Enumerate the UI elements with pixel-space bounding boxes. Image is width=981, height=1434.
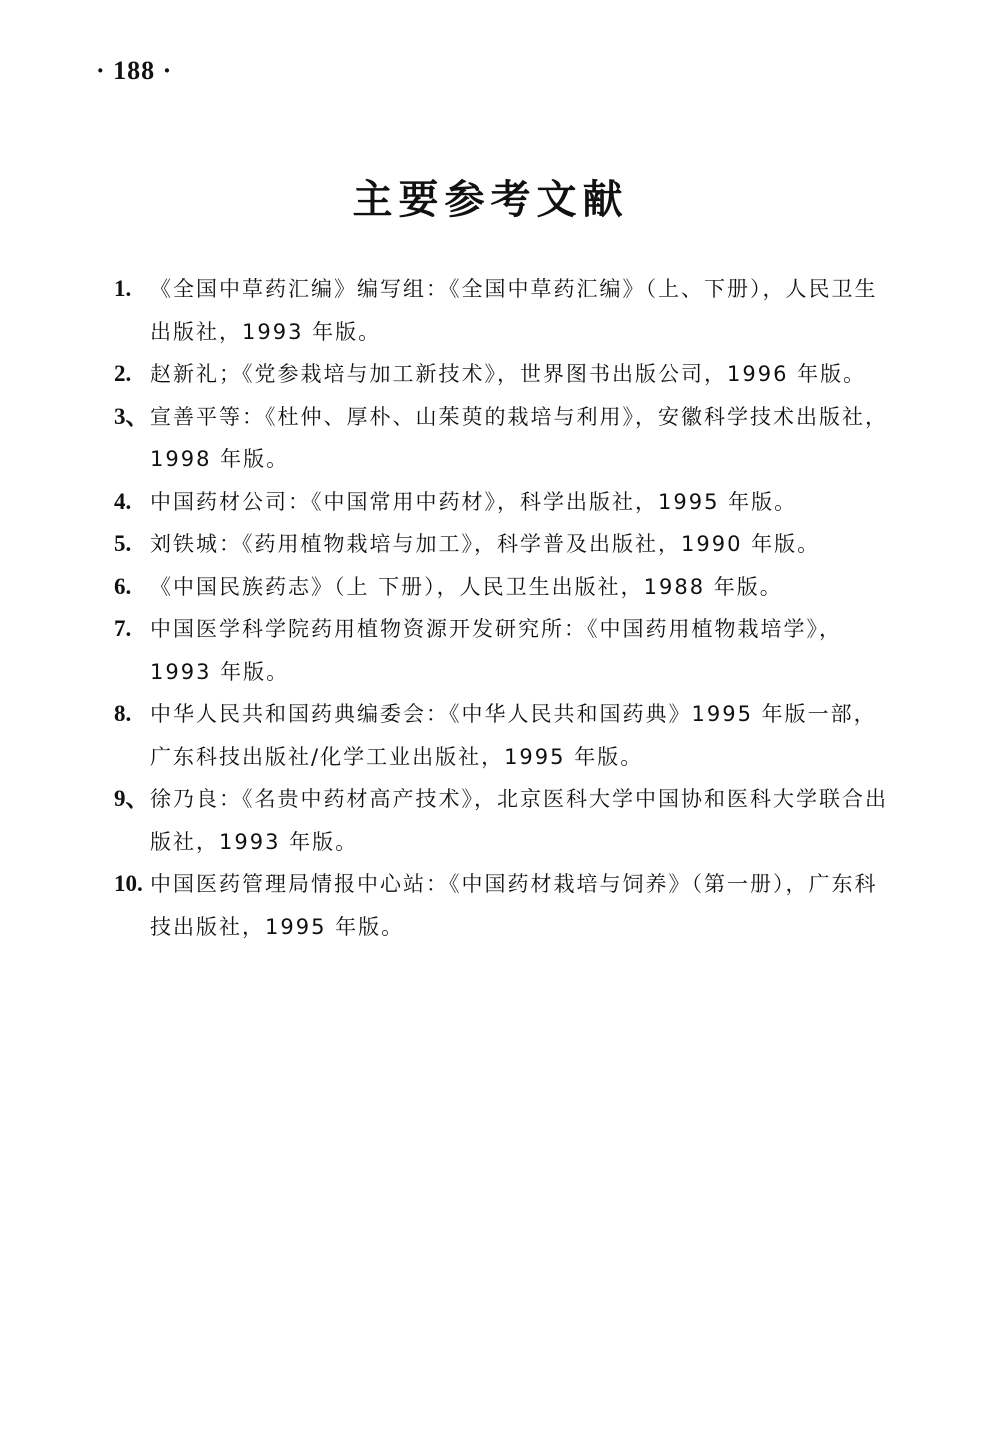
reference-item-1 bbox=[114, 268, 894, 353]
reference-text: 《全国中草药汇编》编写组：《全国中草药汇编》（上、下册），人民卫生出版社，1993 年版。 bbox=[150, 277, 878, 344]
reference-number: 7. bbox=[114, 616, 132, 641]
reference-text: 宣善平等：《杜仲、厚朴、山茱萸的栽培与利用》，安徽科学技术出版社，1998 年版。 bbox=[150, 404, 888, 471]
reference-list bbox=[114, 268, 894, 948]
page-title: 主要参考文献 bbox=[352, 177, 629, 223]
reference-item-3 bbox=[114, 396, 894, 481]
reference-number: 6. bbox=[114, 573, 132, 599]
reference-number: 2. bbox=[114, 361, 132, 386]
reference-item-4 bbox=[114, 481, 894, 524]
reference-item-7 bbox=[114, 608, 894, 693]
reference-number: 1. bbox=[114, 276, 132, 301]
reference-item-9 bbox=[114, 778, 894, 863]
reference-number: 5. bbox=[114, 531, 132, 556]
reference-number: 9、 bbox=[114, 786, 149, 811]
reference-number: 10. bbox=[114, 871, 143, 896]
reference-number: 8. bbox=[114, 701, 132, 726]
reference-item-6 bbox=[114, 566, 894, 609]
reference-item-2 bbox=[114, 353, 894, 396]
page-number: · 188 · bbox=[96, 56, 173, 85]
reference-item-5 bbox=[114, 523, 894, 566]
reference-text: 赵新礼；《党参栽培与加工新技术》，世界图书出版公司，1996 年版。 bbox=[150, 362, 867, 386]
reference-text: 中国医药管理局情报中心站：《中国药材栽培与饲养》（第一册），广东科技出版社，1995 年版。 bbox=[150, 872, 878, 939]
reference-text: 中国医学科学院药用植物资源开发研究所：《中国药用植物栽培学》，1993 年版。 bbox=[150, 617, 842, 684]
reference-item-10 bbox=[114, 863, 894, 948]
reference-text: 中华人民共和国药典编委会：《中华人民共和国药典》1995 年版一部，广东科技出版社/化学工业出版社，1995 年版。 bbox=[150, 702, 877, 769]
reference-text: 中国药材公司：《中国常用中药材》，科学出版社，1995 年版。 bbox=[150, 489, 798, 514]
reference-item-8 bbox=[114, 693, 894, 778]
reference-number: 4. bbox=[114, 488, 132, 514]
reference-text: 《中国民族药志》（上 下册），人民卫生出版社，1988 年版。 bbox=[150, 574, 783, 599]
reference-text: 刘铁城：《药用植物栽培与加工》，科学普及出版社，1990 年版。 bbox=[150, 532, 821, 556]
reference-number: 3、 bbox=[114, 403, 149, 429]
reference-text: 徐乃良：《名贵中药材高产技术》，北京医科大学中国协和医科大学联合出版社，1993 年版。 bbox=[150, 787, 888, 854]
